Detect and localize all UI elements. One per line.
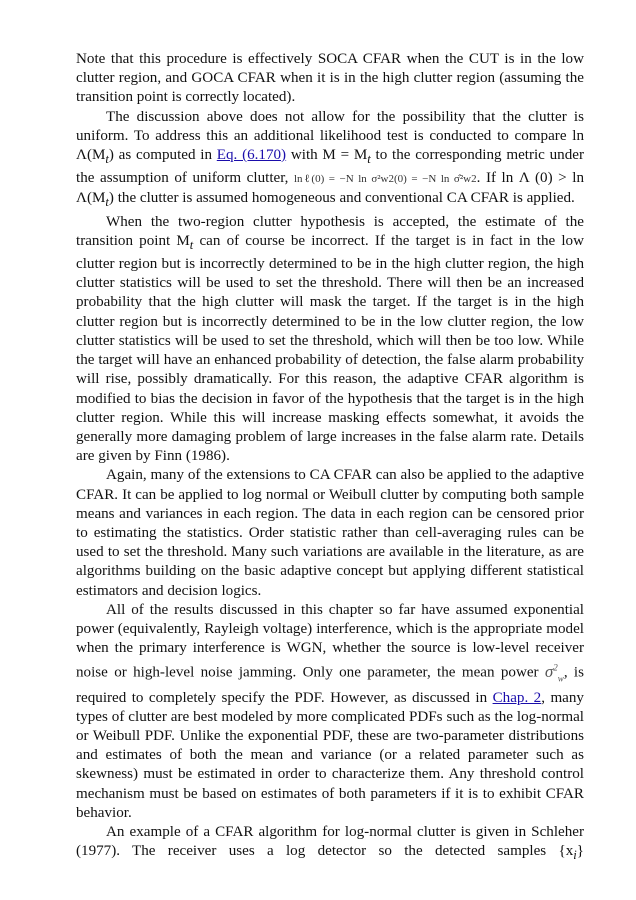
subscript: t [105,195,109,210]
text-run: When the two-region clutter hypothesis is accepted, the estimate of the transition point M [76,213,584,249]
equation-link[interactable]: Eq. (6.170) [216,147,287,164]
text-run: The discussion above does not allow for the possibility that the clutter is uniform. To address this an additional likelihood test is conducted to compare ln Λ(M [76,108,584,164]
inline-formula: lnℓ(0) = −N ln σ²w2(0) = −N ln σ̂²w2 [293,173,477,186]
chapter-link[interactable]: Chap. 2 [492,689,542,706]
text-run: can of course be incorrect. If the target is in fact in the low clutter region but is incorrectly determined to be in the high clutter region, the high clutter statistics will be used to set the threshold. There will then be an increased probability that the high clutter will mask the target. If the target is in the high clutter region but is incorrectly determined to be in the low clutter region, the low clutter statistics will be used to set the threshold, which will then be too low. While the target will have an enhanced probability of detection, the false alarm probability will rise, possibly dramatically. For this reason, the adaptive CFAR algorithm is modified to bias the decision in favor of the hypothesis that the target is in the high clutter region. While this will increase masking effects somewhat, it avoids the generally more damaging problem of large increases in the false alarm rate. Details are given by Finn (1986). [76,232,584,465]
subscript: w [557,673,564,684]
text-run: . If ln Λ (0) > ln Λ(M [76,170,584,207]
text-run: ) the clutter is assumed homogeneous and conventional CA CFAR is applied. [108,190,575,207]
superscript: 2 [553,662,558,673]
subscript: t [189,237,194,252]
subscript: t [367,152,371,167]
page-body [76,50,584,865]
text-run: All of the results discussed in this chapter so far have assumed exponential power (equivalently, Rayleigh voltage) interference, which is the appropriate model when the primary interference is WGN, whether the source is low-level receiver noise or high-level noise jamming. Only one parameter, the mean power [76,601,584,681]
subscript: t [105,152,109,167]
paragraph-5 [76,601,584,823]
text-run: , is required to completely specify the PDF. However, as discussed in [76,665,584,706]
text-run: with M = M [286,147,368,164]
subscript: i [573,848,577,863]
sigma-symbol: σ [544,662,554,681]
text-run: , many types of clutter are best modeled by more complicated PDFs such as the log-normal or Weibull PDF. Unlike the exponential PDF, these are two-parameter distributions and estimates of both the mean and variance (or a related parameter such as skewness) must be estimated in order to characterize them. Any threshold control mechanism must be based on estimates of both parameters if it is to exhibit CFAR behavior. [76,689,584,821]
paragraph-4 [76,466,584,600]
text-run: An example of a CFAR algorithm for log-normal clutter is given in Schleher (1977). The receiver uses a log detector so the detected samples {x [76,824,584,860]
paragraph-1 [76,50,584,108]
paragraph-3 [76,213,584,467]
paragraph-text: Note that this procedure is effectively SOCA CFAR when the CUT is in the low clutter region, and GOCA CFAR when it is in the high clutter region (assuming the transition point is correctly located). [76,51,584,106]
sigma-w-squared [544,662,564,684]
text-run: ) as computed in [108,147,217,164]
text-run: } [576,843,584,860]
paragraph-text: Again, many of the extensions to CA CFAR can also be applied to the adaptive CFAR. It can be applied to log normal or Weibull clutter by computing both sample means and variances in each region. The data in each region can be censored prior to estimating the statistics. Order statistic rather than cell-averaging rules can be used to set the threshold. Many such variations are available in the literature, as are algorithms building on the basic adaptive concept but applying different statistical estimators and decision logics. [76,467,584,599]
paragraph-2 [76,108,584,213]
paragraph-6 [76,823,584,865]
text-run: to the corresponding metric under the assumption of uniform clutter, [76,147,584,187]
